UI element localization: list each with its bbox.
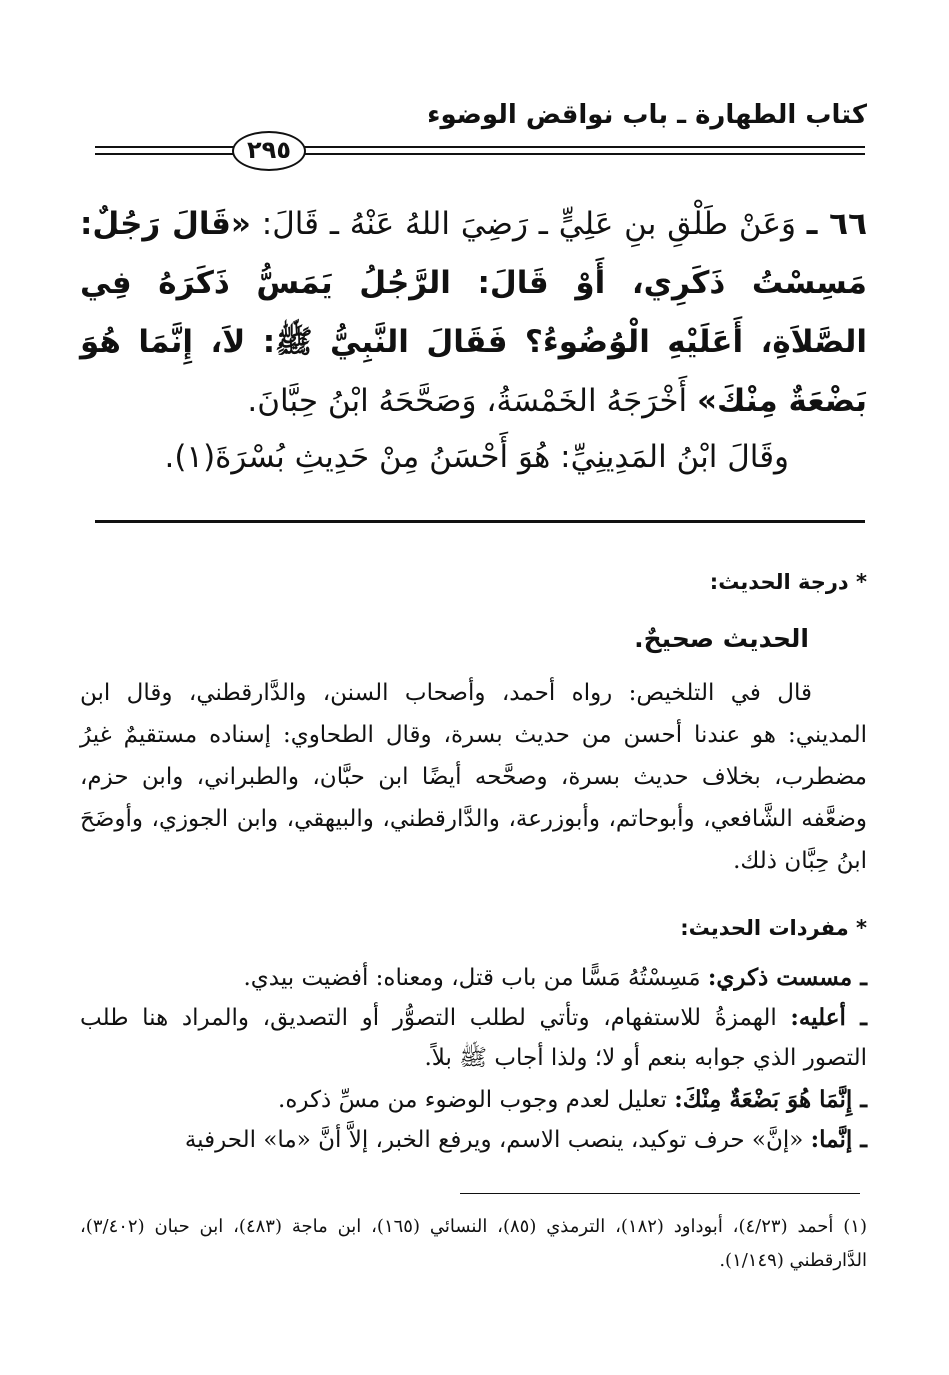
hadith-narrator: وَعَنْ طَلْقِ بنِ عَلِيٍّ ـ رَضِيَ اللهُ عَنْهُ ـ قَالَ: <box>261 206 796 242</box>
vocabulary-term: ـ إنَّما: <box>810 1126 867 1153</box>
hadith-takhrij: أَخْرَجَهُ الخَمْسَةُ، وَصَحَّحَهُ ابْنُ حِبَّانَ. <box>247 383 688 419</box>
vocabulary-definition: الهمزةُ للاستفهام، وتأتي لطلب التصوُّر أو التصديق، والمراد هنا طلب التصور الذي جوابه بنعم أو لا؛ ولذا أجاب ﷺ بلاً. <box>80 1005 867 1071</box>
vocabulary-term: ـ أعليه: <box>790 1004 867 1031</box>
hadith-opinion: وقَالَ ابْنُ المَدِينِيِّ: هُوَ أَحْسَنُ مِنْ حَدِيثِ بُسْرَةَ(١). <box>164 439 789 475</box>
grade-heading: * درجة الحديث: <box>709 570 867 594</box>
running-title: كتاب الطهارة ـ باب نواقض الوضوء <box>427 100 867 130</box>
vocabulary-item <box>80 998 867 1078</box>
vocabulary-definition: «إنَّ» حرف توكيد، ينصب الاسم، ويرفع الخبر، إلاَّ أنَّ «ما» الحرفية <box>184 1127 804 1153</box>
hadith-matn: «قَالَ رَجُلٌ: مَسِسْتُ ذَكَرِي، أَوْ قَالَ: الرَّجُلُ يَمَسُّ ذَكَرَهُ فِي الصَّلاَةِ، أَعَلَيْهِ الْوُضُوءُ؟ فَقَالَ النَّبِيُّ ﷺ: لاَ، إِنَّمَا هُوَ بَضْعَةٌ مِنْكَ» <box>80 206 867 419</box>
vocabulary-definition: مَسِسْتُهُ مَسًّا من باب قتل، ومعناه: أفضيت بيدي. <box>243 965 701 991</box>
vocabulary-term: ـ إِنَّمَا هُوَ بَضْعَةٌ مِنْكَ: <box>674 1086 867 1113</box>
page-number: ٢٩٥ <box>232 131 306 171</box>
section-divider <box>95 520 865 523</box>
header-rule-top <box>95 146 865 148</box>
hadith-number: ٦٦ ـ <box>806 206 867 242</box>
vocabulary-item <box>80 1080 867 1120</box>
vocabulary-item <box>80 958 867 998</box>
vocabulary-item <box>80 1120 867 1160</box>
grade-verdict: الحديث صحيحٌ. <box>634 624 809 653</box>
hadith-text <box>80 195 867 431</box>
grade-paragraph: قال في التلخيص: رواه أحمد، وأصحاب السنن، والدَّارقطني، وقال ابن المديني: هو عندنا أحسن من حديث بسرة، وقال الطحاوي: إسناده مستقيمٌ غيرُ مضطرب، بخلاف حديث بسرة، وصحَّحه أيضًا ابن حبَّان، والطبراني، وابن حزم، وضعَّفه الشَّافعي، وأبوحاتم، وأبوزرعة، والدَّارقطني، والبيهقي، وابن الجوزي، وأوضَحَ ابنُ حِبَّان ذلك. <box>80 680 867 874</box>
vocabulary-term: ـ مسست ذكري: <box>707 964 867 991</box>
vocabulary-definition: تعليل لعدم وجوب الوضوء من مسِّ ذكره. <box>278 1087 667 1113</box>
header-rule-bottom <box>95 153 865 155</box>
footnote-divider <box>460 1193 860 1194</box>
footnote: (١) أحمد (٤/٢٣)، أبوداود (١٨٢)، الترمذي (٨٥)، النسائي (١٦٥)، ابن ماجة (٤٨٣)، ابن حبان (٣/٤٠٢)، الدَّارقطني (١/١٤٩). <box>80 1216 867 1271</box>
header-double-rule <box>95 143 865 159</box>
vocabulary-heading: * مفردات الحديث: <box>680 916 867 940</box>
